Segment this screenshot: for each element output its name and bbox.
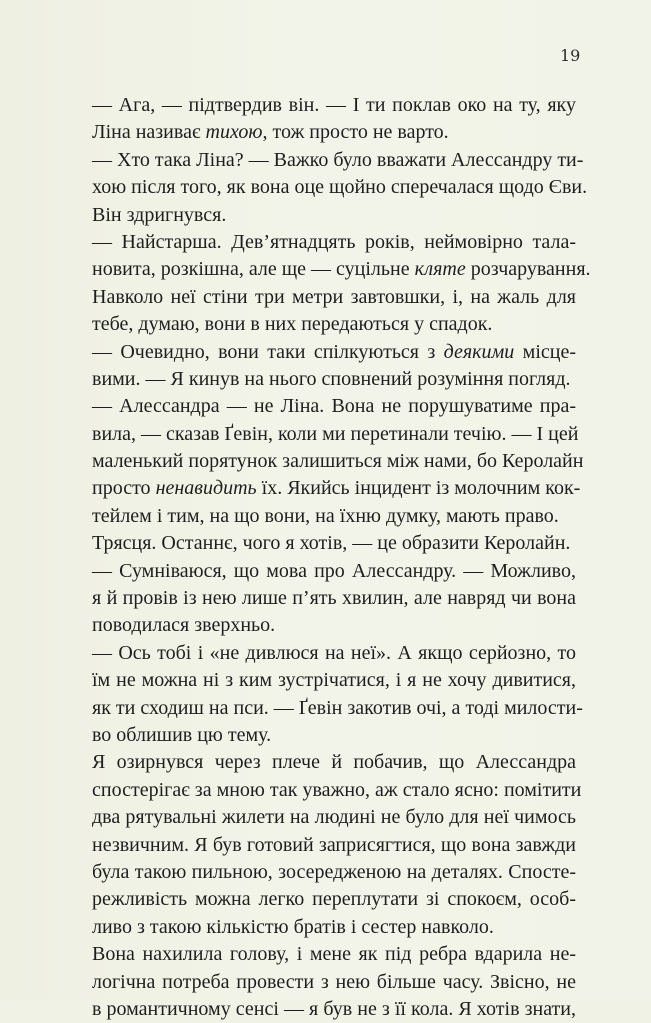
text-line bbox=[92, 585, 576, 612]
text-line bbox=[92, 366, 576, 393]
text-line bbox=[92, 777, 582, 804]
text-segment: незвичним. Я був готовий заприсягтися, що вона завжди bbox=[92, 833, 576, 856]
text-segment: я й провів із нею лише п’ять хвилин, але навряд чи вона bbox=[92, 587, 576, 610]
text-line bbox=[92, 92, 576, 119]
text-segment: вила, — сказав Ґевін, коли ми перетинали течію. — І цей bbox=[92, 422, 579, 445]
text-line bbox=[92, 229, 576, 256]
text-segment: просто bbox=[92, 477, 156, 500]
text-line bbox=[92, 174, 588, 201]
text-segment: — Найстарша. Дев’ятнадцять років, неймовірно тала- bbox=[92, 230, 576, 253]
text-segment: новита, розкішна, але ще — суцільне bbox=[92, 258, 415, 281]
text-segment: Він здригнувся. bbox=[92, 203, 227, 226]
text-segment: їм не можна ні з ким зустрічатися, і я не хочу дивитися, bbox=[92, 669, 576, 692]
text-line bbox=[92, 969, 576, 996]
text-line bbox=[92, 311, 576, 338]
text-line bbox=[92, 695, 583, 722]
italic-text: тихою bbox=[205, 121, 263, 144]
text-segment: була такою пильною, зосередженою на деталях. Спосте- bbox=[92, 860, 576, 883]
italic-text: деякими bbox=[443, 340, 515, 363]
text-segment: — Алессандра — не Ліна. Вона не порушуватиме пра- bbox=[92, 395, 576, 418]
text-segment: — Сумніваюся, що мова про Алессандру. — Можливо, bbox=[92, 559, 576, 582]
text-line bbox=[92, 914, 576, 941]
text-line bbox=[92, 393, 576, 420]
text-line bbox=[92, 859, 576, 886]
text-segment: во облишив цю тему. bbox=[92, 723, 272, 746]
text-line bbox=[92, 530, 576, 557]
text-segment: — Ага, — підтвердив він. — І ти поклав око на ту, яку bbox=[92, 94, 576, 116]
text-line bbox=[92, 667, 576, 694]
text-segment: Навколо неї стіни три метри завтовшки, і, на жаль для bbox=[92, 285, 576, 308]
text-segment: Ліна називає bbox=[92, 121, 206, 144]
text-line bbox=[92, 612, 576, 639]
text-segment: ливо з такою кількістю братів і сестер навколо. bbox=[92, 915, 494, 938]
text-line bbox=[92, 119, 576, 146]
text-line bbox=[92, 448, 584, 475]
text-segment: , тож просто не варто. bbox=[262, 121, 449, 144]
text-segment: — Очевидно, вони таки спілкуються з bbox=[92, 340, 444, 363]
text-line bbox=[92, 202, 576, 229]
text-line bbox=[92, 722, 576, 749]
text-line bbox=[92, 339, 576, 366]
text-segment: — Хто така Ліна? — Важко було вважати Алессандру ти- bbox=[92, 148, 584, 171]
text-line bbox=[92, 256, 591, 283]
text-segment: хою після того, як вона оце щойно сперечалася щодо Єви. bbox=[92, 176, 588, 199]
text-line bbox=[92, 421, 579, 448]
text-line bbox=[92, 886, 576, 913]
text-line bbox=[92, 147, 584, 174]
text-segment: розчарування. bbox=[465, 258, 591, 281]
text-line bbox=[92, 749, 576, 776]
text-segment: як ти сходиш на пси. — Ґевін закотив очі, а тоді милости- bbox=[92, 696, 583, 719]
text-line bbox=[92, 503, 576, 530]
text-segment: маленький порятунок залишиться між нами, бо Керолайн bbox=[92, 450, 584, 473]
text-segment: місце- bbox=[514, 340, 576, 363]
text-segment: тебе, думаю, вони в них передаються у спадок. bbox=[92, 313, 493, 336]
text-line bbox=[92, 941, 576, 968]
text-segment: два рятувальні жилети на людині не було для неї чимось bbox=[92, 806, 576, 829]
body-text bbox=[92, 92, 591, 1023]
italic-text: кляте bbox=[414, 258, 466, 281]
text-segment: тейлем і тим, на що вони, на їхню думку, мають право. bbox=[92, 504, 559, 527]
text-segment: в романтичному сенсі — я був не з її кола. Я хотів знати, bbox=[92, 997, 576, 1020]
text-segment: вими. — Я кинув на нього сповнений розуміння погляд. bbox=[92, 367, 571, 390]
text-segment: їх. Якийсь інцидент із молочним кок- bbox=[256, 477, 581, 500]
text-segment: Трясця. Останнє, чого я хотів, — це образити Керолайн. bbox=[92, 532, 571, 555]
text-line bbox=[92, 284, 576, 311]
italic-text: ненавидить bbox=[155, 477, 257, 500]
text-line bbox=[92, 475, 581, 502]
text-segment: режливість можна легко переплутати зі спокоєм, особ- bbox=[92, 888, 576, 911]
text-segment: поводилася зверхньо. bbox=[92, 614, 276, 637]
text-segment: логічна потреба провести з нею більше часу. Звісно, не bbox=[92, 970, 576, 993]
text-line bbox=[92, 558, 576, 585]
text-line bbox=[92, 640, 576, 667]
page-number: 19 bbox=[560, 46, 581, 65]
text-segment: — Ось тобі і «не дивлюся на неї». А якщо серйозно, то bbox=[92, 641, 576, 664]
text-line bbox=[92, 832, 576, 859]
text-segment: Я озирнувся через плече й побачив, що Алессандра bbox=[92, 751, 576, 774]
text-segment: Вона нахилила голову, і мене як під ребра вдарила не- bbox=[92, 943, 576, 966]
text-line bbox=[92, 804, 576, 831]
text-segment: спостерігає за мною так уважно, аж стало ясно: помітити bbox=[92, 778, 582, 801]
